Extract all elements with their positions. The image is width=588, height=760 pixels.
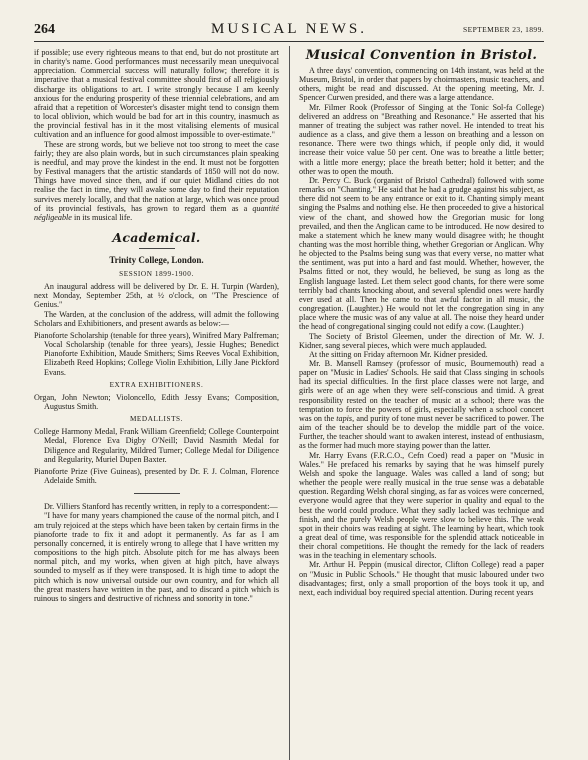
right-paragraph: Mr. Filmer Rook (Professor of Singing at the Tonic Sol-fa College) delivered an address on "Breathing and Resonance." He asserted that his manner of treating the subject was rather novel. He intended to treat his audience as a class, and give them a lesson on breathing and a lesson on resonance. There were two things which, if people only did, it would increase their voice value 50 per cent. One was to breathe a little better; with a little more energy; place the breath better; hold it better; and the other was to open the mouth. bbox=[299, 102, 544, 176]
right-paragraph: The Society of Bristol Gleemen, under the direction of Mr. W. J. Kidner, sang several pieces, which were much applauded. bbox=[299, 331, 544, 350]
left-paragraph: An inaugural address will be delivered by Dr. E. H. Turpin (Warden), next Monday, September 25th, at ½ o'clock, on "The Prescience of Genius." bbox=[34, 282, 279, 310]
heading-rule bbox=[139, 248, 175, 249]
italic-phrase: quantité négligeable bbox=[34, 203, 279, 222]
medallists-heading: MEDALLISTS. bbox=[129, 415, 184, 424]
prize-entry: Pianoforte Prize (Five Guineas), presented by Dr. F. J. Colman, Florence Adelaide Smith. bbox=[34, 466, 279, 486]
right-paragraph: At the sitting on Friday afternoon Mr. Kidner presided. bbox=[309, 349, 488, 359]
publication-title: MUSICAL NEWS. bbox=[211, 21, 367, 37]
trinity-college-heading: Trinity College, London. bbox=[109, 254, 204, 265]
exhibitioners-list: Organ, John Newton; Violoncello, Edith Jessy Evans; Composition, Augustus Smith. bbox=[34, 392, 279, 411]
left-paragraph: if possible; use every righteous means to that end, but do not prostitute art in charity's name. Good performances must necessarily mean unequivocal appreciation. Commercial success will naturally follow; therefore it is imperative that a musical festival committee should first of all religiously discharge its obligations to art. I write strongly because I am keenly anxious for the enduring prosperity of these triennial celebrations, and am afraid that a repetition of Worcester's disaster might tend to consign them to local oblivion, which would be bad for art in this country, inasmuch as the provincial festival has in it the most vitalising elements of musical cultivation and an influence for good almost impossible to over-estimate." bbox=[34, 48, 279, 140]
stanford-quote: "I have for many years championed the cause of the normal pitch, and I am truly rejoiced at the steps which have been taken by certain firms in the pianoforte trade to fix it and adopt it permanently. As far as I am personally concerned, it is entirely wrong to allege that I have written my compositions to the high pitch. Absolute pitch for me has always been normal pitch, and my works, when given at high pitch, have always sounded to myself as if they were transposed. It is high time to adopt the pitch which is now universal outside our own country, and for which all the great masters have written in the past, and to discard a pitch which is ruinous to singers and destructive of richness and sonority in tone." bbox=[34, 511, 279, 603]
right-paragraph: Dr. Percy C. Buck (organist of Bristol Cathedral) followed with some remarks on "Chanting." He said that he had a grudge against his subject, as there did not seem to be any entrance or exit to it. Chanting simply meant singing the Psalms and nothing else. He then proceeded to give a historical view of the chant, and showed how the Gregorian music for long prevailed, and then the Anglican came to be introduced. He now desired to make a statement which he knew many would disagree with; he thought chanting was the most horrible thing, whether Gregorian or Anglican. Why he objected to the Psalms being sung was that every verse, no matter what the sentiment, was put into a hard and fast mould. Whether, however, the Psalms fitted or not, they would, he believed, be sung as long as the English language lasted. Let them select good chants, for there were some terribly bad chants knocking about, and several splendid ones were hardly ever used at all. Then he came to that awful factor in all music, the congregation. (Laughter.) He would not let the congregation sing in any place where the music was of any value at all. The noise they heard under the head of congregational singing could not edify a cow. (Laughter.) bbox=[299, 175, 544, 332]
issue-date: SEPTEMBER 23, 1899. bbox=[463, 25, 544, 34]
left-paragraph: The Warden, at the conclusion of the address, will admit the following Scholars and Exhibitioners, and present awards as below:— bbox=[34, 309, 279, 328]
academical-heading: Academical. bbox=[112, 229, 201, 245]
page-number: 264 bbox=[34, 22, 55, 37]
right-paragraph: Mr. Harry Evans (F.R.C.O., Cefn Coed) read a paper on "Music in Wales." He prefaced his remarks by saying that he was himself purely Welsh and spoke the language. Wales was called a land of song; but whether the people were really musical in the true sense was a debatable question. Regarding Welsh choral singing, as far as voices were concerned, everyone would agree that they were superior in quality and equal to the best the world could produce. What they sadly lacked was technique and finish, and the purely Welsh people were slow to believe this. The weak spot in their choirs was reading at sight. The learning by heart, which took a great deal of time, was responsible for the splendid attack noticeable in their choral competitions. He thought the remedy for the lack of readers was in the teaching in elementary schools. bbox=[299, 450, 544, 561]
italic-word: tapis bbox=[336, 413, 353, 423]
left-paragraph: These are strong words, but we believe not too strong to meet the case fairly; they are also plain words, but in such circumstances plain speaking is needful, and may prove the kindest in the end. It must not be forgotten by Festival managers that the artistic standards of 1850 will not do now. Things have moved since then, and if our quiet Midland cities do not realise the fact in time, they will awake some day to find their reputation survives merely locally, and that the nation at large, which was once proud of its provincial festivals, has grown to regard them as a quantité négligeable in its musical life. bbox=[34, 139, 279, 222]
right-paragraph: Mr. B. Mansell Ramsey (professor of music, Bournemouth) read a paper on "Music in Ladies' Schools. He said that Class singing in schools had its special difficulties. In the first place classes were not large, and girls were of an age when they were self-conscious and timid. A great responsibility rested on the teacher of music at a school; there was the temptation to force the powers of girls, especially when a school concert was on the tapis, and purity of tone must never be sacrificed to power. The aim of the teacher should be to develop the middle part of the voice. Further, the teacher should want to awaken interest, instead of enthusiasm, as the former had much more staying power than the latter. bbox=[299, 359, 544, 451]
section-divider bbox=[134, 493, 180, 494]
medallists-list: College Harmony Medal, Frank William Greenfield; College Counterpoint Medal, Florence Eva Digby O'Neill; David Nasmith Medal for Diligence and Regularity, Mildred Turner; College Medal for Diligence and Regularity, Muriel Dupen Baxter. bbox=[34, 427, 279, 464]
column-divider bbox=[289, 46, 290, 760]
extra-exhibitioners-heading: EXTRA EXHIBITIONERS. bbox=[109, 380, 204, 389]
right-paragraph: A three days' convention, commencing on 14th instant, was held at the Museum, Bristol, in order that papers by choirmasters, music teachers, and others, might be read and discussed. At the opening meeting, Mr. J. Spencer Curwen presided, and there was a large attendance. bbox=[299, 66, 544, 103]
session-label: SESSION 1899-1900. bbox=[119, 269, 194, 278]
convention-heading: Musical Convention in Bristol. bbox=[305, 48, 538, 63]
right-paragraph: Mr. Arthur H. Peppin (musical director, Clifton College) read a paper on "Music in Public Schools." He thought that music laboured under two disadvantages; first, only a small proportion of the boys took it up, and next, each individual boy required special attention. During recent years bbox=[299, 560, 544, 597]
header-rule bbox=[34, 41, 544, 42]
left-paragraph: Dr. Villiers Stanford has recently written, in reply to a correspondent:— bbox=[44, 502, 278, 512]
right-column bbox=[299, 48, 544, 754]
scholarship-list: Pianoforte Scholarship (tenable for three years), Winifred Mary Palfreman; Vocal Scholarship (tenable for three years), Jessie Hughes; Benedict Pianoforte Exhibition, Maude Smithers; Sims Reeves Vocal Exhibition, Elizabeth Reed Hopkins; College Violin Exhibition, Lilly Jane Pickford Evans. bbox=[34, 330, 279, 377]
left-column bbox=[34, 48, 279, 754]
page-header bbox=[34, 18, 544, 40]
